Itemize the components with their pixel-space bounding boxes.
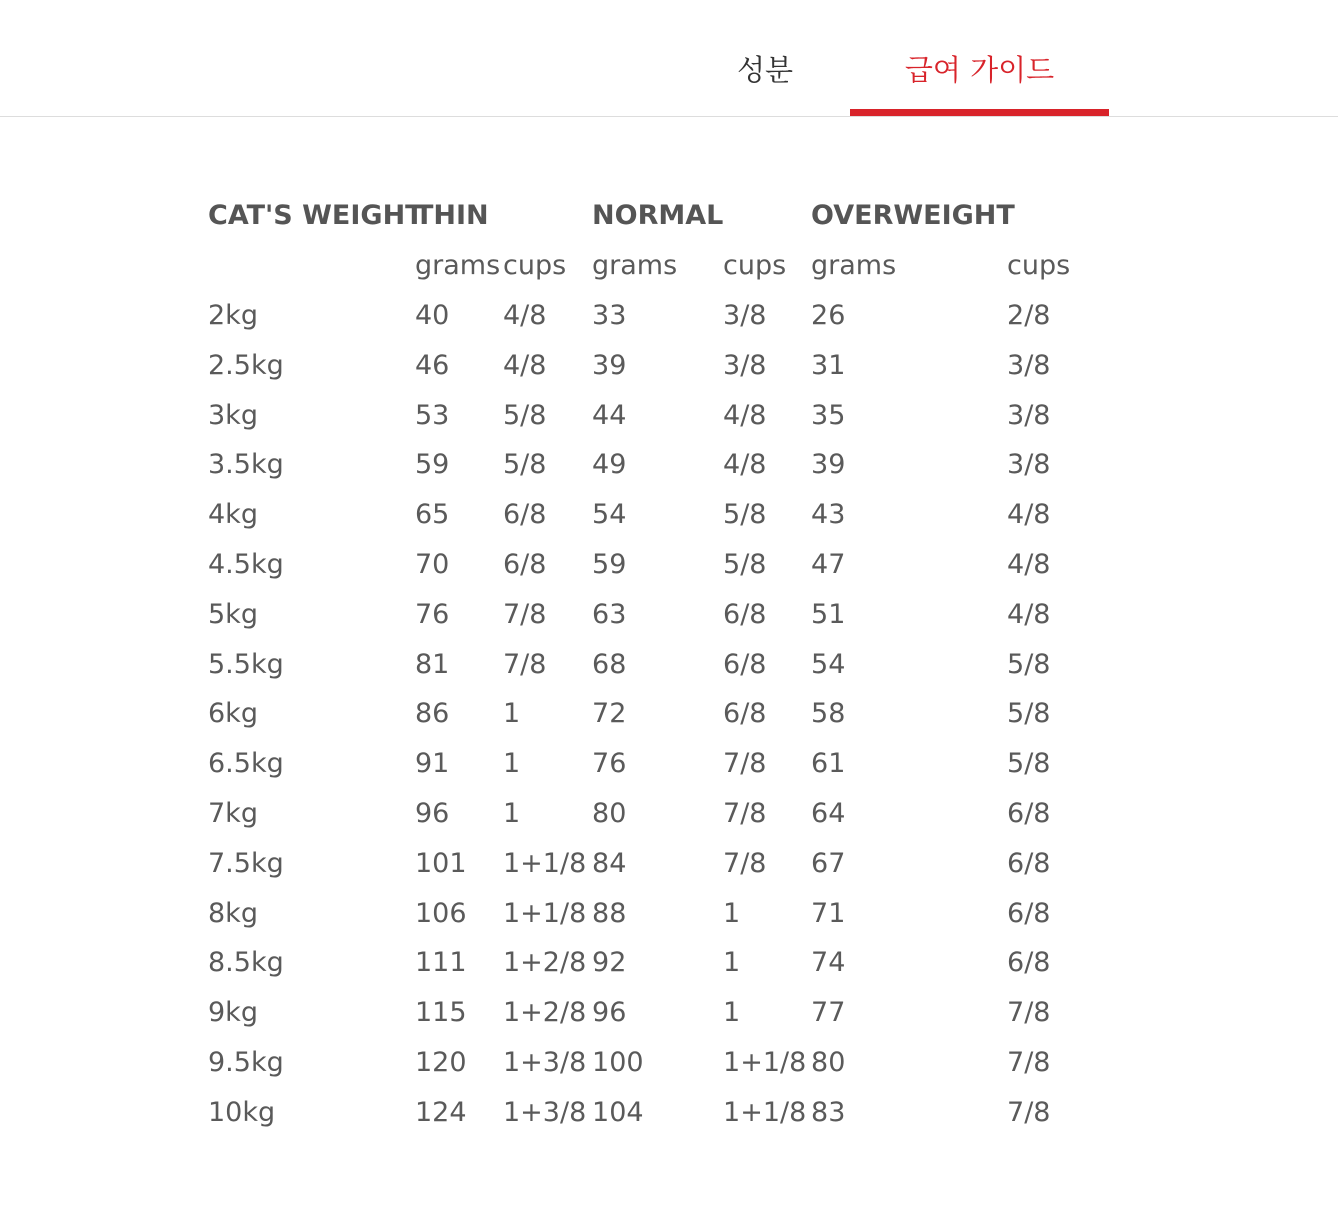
cell-normal-cups: 5/8 — [723, 499, 767, 531]
table-header-row — [208, 191, 1088, 241]
cell-thin-grams: 101 — [415, 847, 467, 879]
table-row — [208, 440, 1088, 490]
cell-normal-cups: 1 — [723, 897, 741, 929]
cell-normal-grams: 84 — [592, 847, 627, 879]
cell-thin-grams: 111 — [415, 947, 467, 979]
cell-thin-grams: 86 — [415, 698, 450, 730]
cell-overweight-cups: 4/8 — [1007, 499, 1051, 531]
cell-overweight-grams: 77 — [811, 997, 846, 1029]
cell-weight: 4.5kg — [208, 548, 284, 580]
cell-normal-grams: 68 — [592, 648, 627, 680]
cell-thin-grams: 40 — [415, 299, 450, 331]
cell-overweight-cups: 7/8 — [1007, 1096, 1051, 1128]
subheader-normal-grams: grams — [592, 250, 678, 282]
cell-weight: 2kg — [208, 299, 258, 331]
cell-thin-grams: 124 — [415, 1096, 467, 1128]
cell-weight: 6.5kg — [208, 748, 284, 780]
cell-thin-cups: 1+1/8 — [503, 897, 587, 929]
cell-thin-cups: 4/8 — [503, 349, 547, 381]
cell-weight: 9.5kg — [208, 1046, 284, 1078]
cell-overweight-cups: 3/8 — [1007, 449, 1051, 481]
cell-overweight-cups: 6/8 — [1007, 797, 1051, 829]
cell-weight: 5.5kg — [208, 648, 284, 680]
cell-thin-grams: 106 — [415, 897, 467, 929]
cell-overweight-grams: 31 — [811, 349, 846, 381]
cell-normal-grams: 76 — [592, 748, 627, 780]
cell-thin-grams: 115 — [415, 997, 467, 1029]
cell-weight: 10kg — [208, 1096, 276, 1128]
table-row — [208, 689, 1088, 739]
cell-normal-grams: 92 — [592, 947, 627, 979]
cell-normal-cups: 6/8 — [723, 698, 767, 730]
table-row — [208, 589, 1088, 639]
table-row — [208, 639, 1088, 689]
cell-normal-cups: 3/8 — [723, 349, 767, 381]
cell-normal-cups: 7/8 — [723, 847, 767, 879]
cell-overweight-grams: 39 — [811, 449, 846, 481]
cell-normal-cups: 4/8 — [723, 449, 767, 481]
cell-thin-grams: 81 — [415, 648, 450, 680]
cell-overweight-grams: 80 — [811, 1046, 846, 1078]
cell-thin-cups: 5/8 — [503, 449, 547, 481]
tab-ingredients-label: 성분 — [736, 53, 794, 87]
cell-weight: 3kg — [208, 399, 258, 431]
table-row — [208, 490, 1088, 540]
cell-thin-grams: 70 — [415, 548, 450, 580]
cell-normal-grams: 96 — [592, 997, 627, 1029]
cell-overweight-grams: 26 — [811, 299, 846, 331]
cell-normal-grams: 88 — [592, 897, 627, 929]
cell-normal-grams: 63 — [592, 598, 627, 630]
cell-overweight-cups: 5/8 — [1007, 748, 1051, 780]
tab-bar — [0, 0, 1338, 117]
cell-overweight-cups: 5/8 — [1007, 648, 1051, 680]
cell-thin-grams: 91 — [415, 748, 450, 780]
cell-thin-cups: 6/8 — [503, 499, 547, 531]
cell-weight: 8kg — [208, 897, 258, 929]
cell-weight: 7.5kg — [208, 847, 284, 879]
feeding-guide-table — [208, 191, 1088, 1137]
cell-overweight-cups: 3/8 — [1007, 349, 1051, 381]
header-cats-weight: CAT'S WEIGHT — [208, 200, 424, 232]
cell-overweight-grams: 58 — [811, 698, 846, 730]
cell-overweight-cups: 5/8 — [1007, 698, 1051, 730]
cell-overweight-grams: 74 — [811, 947, 846, 979]
tab-feeding-guide[interactable] — [850, 0, 1109, 116]
cell-thin-cups: 6/8 — [503, 548, 547, 580]
cell-normal-grams: 33 — [592, 299, 627, 331]
cell-normal-cups: 1 — [723, 997, 741, 1029]
table-body — [208, 291, 1088, 1138]
cell-thin-cups: 4/8 — [503, 299, 547, 331]
cell-thin-grams: 76 — [415, 598, 450, 630]
cell-normal-grams: 39 — [592, 349, 627, 381]
cell-weight: 7kg — [208, 797, 258, 829]
cell-thin-cups: 1+2/8 — [503, 997, 587, 1029]
active-tab-indicator — [850, 109, 1109, 116]
cell-overweight-grams: 67 — [811, 847, 846, 879]
cell-weight: 3.5kg — [208, 449, 284, 481]
cell-normal-cups: 5/8 — [723, 548, 767, 580]
table-row — [208, 888, 1088, 938]
cell-weight: 9kg — [208, 997, 258, 1029]
subheader-blank — [208, 241, 415, 291]
cell-overweight-grams: 51 — [811, 598, 846, 630]
cell-overweight-cups: 3/8 — [1007, 399, 1051, 431]
cell-thin-grams: 65 — [415, 499, 450, 531]
cell-normal-cups: 4/8 — [723, 399, 767, 431]
cell-normal-grams: 100 — [592, 1046, 644, 1078]
cell-thin-cups: 1+2/8 — [503, 947, 587, 979]
table-row — [208, 739, 1088, 789]
cell-weight: 5kg — [208, 598, 258, 630]
tab-ingredients[interactable] — [676, 0, 854, 116]
cell-thin-cups: 7/8 — [503, 648, 547, 680]
subheader-overweight-cups: cups — [1007, 250, 1071, 282]
cell-overweight-grams: 64 — [811, 797, 846, 829]
table-subheader-row — [208, 241, 1088, 291]
table-row — [208, 789, 1088, 839]
table-row — [208, 340, 1088, 390]
table-row — [208, 1087, 1088, 1137]
cell-overweight-grams: 83 — [811, 1096, 846, 1128]
cell-normal-grams: 59 — [592, 548, 627, 580]
cell-overweight-cups: 4/8 — [1007, 598, 1051, 630]
cell-overweight-cups: 6/8 — [1007, 847, 1051, 879]
cell-weight: 8.5kg — [208, 947, 284, 979]
cell-normal-cups: 1+1/8 — [723, 1096, 807, 1128]
subheader-overweight-grams: grams — [811, 250, 897, 282]
cell-thin-grams: 53 — [415, 399, 450, 431]
cell-thin-grams: 46 — [415, 349, 450, 381]
cell-normal-cups: 7/8 — [723, 748, 767, 780]
cell-thin-cups: 1 — [503, 797, 521, 829]
table-row — [208, 838, 1088, 888]
cell-overweight-grams: 35 — [811, 399, 846, 431]
cell-normal-grams: 80 — [592, 797, 627, 829]
cell-thin-grams: 59 — [415, 449, 450, 481]
cell-overweight-grams: 61 — [811, 748, 846, 780]
subheader-thin-grams: grams — [415, 250, 501, 282]
cell-thin-cups: 1+3/8 — [503, 1046, 587, 1078]
cell-normal-cups: 1+1/8 — [723, 1046, 807, 1078]
cell-normal-cups: 3/8 — [723, 299, 767, 331]
cell-normal-cups: 1 — [723, 947, 741, 979]
cell-weight: 4kg — [208, 499, 258, 531]
cell-normal-cups: 7/8 — [723, 797, 767, 829]
cell-thin-cups: 1+1/8 — [503, 847, 587, 879]
cell-overweight-cups: 7/8 — [1007, 1046, 1051, 1078]
cell-weight: 2.5kg — [208, 349, 284, 381]
cell-overweight-grams: 43 — [811, 499, 846, 531]
subheader-thin-cups: cups — [503, 250, 567, 282]
cell-normal-grams: 44 — [592, 399, 627, 431]
cell-normal-cups: 6/8 — [723, 648, 767, 680]
header-overweight: OVERWEIGHT — [811, 200, 1015, 232]
table-row — [208, 988, 1088, 1038]
cell-overweight-cups: 7/8 — [1007, 997, 1051, 1029]
cell-overweight-cups: 4/8 — [1007, 548, 1051, 580]
cell-thin-cups: 1 — [503, 748, 521, 780]
subheader-normal-cups: cups — [723, 250, 787, 282]
table-row — [208, 291, 1088, 341]
table-row — [208, 540, 1088, 590]
cell-overweight-cups: 2/8 — [1007, 299, 1051, 331]
cell-thin-cups: 1 — [503, 698, 521, 730]
cell-normal-grams: 104 — [592, 1096, 644, 1128]
cell-thin-grams: 120 — [415, 1046, 467, 1078]
cell-normal-grams: 72 — [592, 698, 627, 730]
cell-normal-grams: 54 — [592, 499, 627, 531]
cell-thin-cups: 1+3/8 — [503, 1096, 587, 1128]
cell-overweight-cups: 6/8 — [1007, 897, 1051, 929]
cell-overweight-cups: 6/8 — [1007, 947, 1051, 979]
cell-thin-cups: 5/8 — [503, 399, 547, 431]
header-normal: NORMAL — [592, 200, 724, 232]
cell-normal-cups: 6/8 — [723, 598, 767, 630]
cell-normal-grams: 49 — [592, 449, 627, 481]
table-row — [208, 938, 1088, 988]
cell-overweight-grams: 47 — [811, 548, 846, 580]
cell-overweight-grams: 54 — [811, 648, 846, 680]
table-row — [208, 390, 1088, 440]
tab-feeding-guide-label: 급여 가이드 — [904, 53, 1055, 87]
cell-thin-grams: 96 — [415, 797, 450, 829]
cell-weight: 6kg — [208, 698, 258, 730]
header-thin: THIN — [415, 200, 489, 232]
cell-thin-cups: 7/8 — [503, 598, 547, 630]
cell-overweight-grams: 71 — [811, 897, 846, 929]
table-row — [208, 1038, 1088, 1088]
